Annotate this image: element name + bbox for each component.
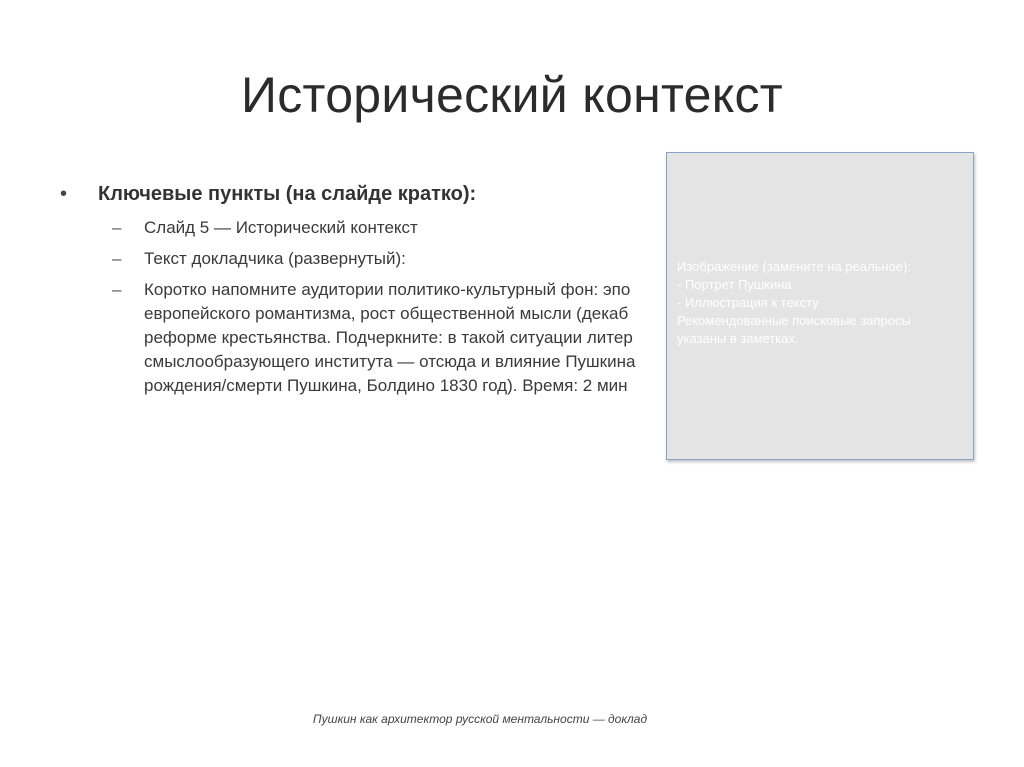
list-item-text: Слайд 5 — Исторический контекст: [144, 218, 418, 237]
list-item-slide-number: [60, 216, 680, 240]
image-placeholder-line: Рекомендованные поисковые запросы: [677, 313, 911, 328]
dash-marker: –: [112, 218, 122, 237]
summary-line: рождения/смерти Пушкина, Болдино 1830 год). Время: 2 мин: [144, 376, 628, 395]
image-placeholder-line: - Портрет Пушкина: [677, 277, 792, 292]
image-placeholder-line: Изображение (замените на реальное):: [677, 259, 911, 274]
list-item-text: Текст докладчика (развернутый):: [144, 249, 406, 268]
summary-line: реформе крестьянства. Подчеркните: в такой ситуации литер: [144, 328, 633, 347]
content-area: [60, 180, 680, 420]
summary-line: Коротко напомните аудитории политико-культурный фон: эпо: [144, 280, 631, 299]
dash-marker: –: [112, 280, 122, 299]
list-item-speaker-text: [60, 247, 680, 271]
key-points-heading: [60, 180, 680, 208]
image-placeholder-line: - Иллюстрация к тексту: [677, 295, 819, 310]
slide-footer: Пушкин как архитектор русской ментальности — доклад: [312, 712, 648, 726]
slide-title: Исторический контекст: [241, 67, 783, 123]
summary-line: смыслообразующего института — отсюда и влияние Пушкина: [144, 352, 636, 371]
image-placeholder-line: указаны в заметках.: [677, 331, 799, 346]
dash-marker: –: [112, 249, 122, 268]
image-placeholder-text: [677, 258, 969, 348]
list-item-context-summary: [60, 278, 680, 398]
summary-line: европейского романтизма, рост общественной мысли (декаб: [144, 304, 629, 323]
image-placeholder[interactable]: [666, 152, 974, 460]
bullet-marker: •: [60, 183, 68, 205]
key-points-heading-text: Ключевые пункты (на слайде кратко):: [98, 183, 477, 205]
